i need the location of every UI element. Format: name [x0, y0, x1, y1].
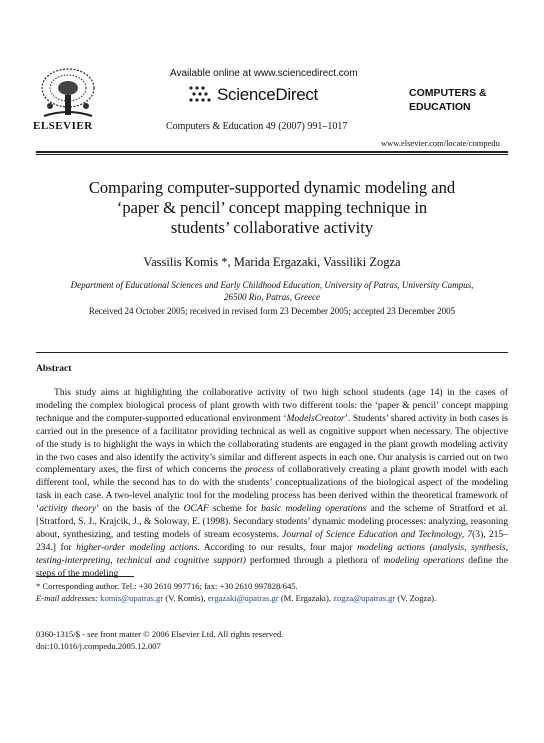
- abstract-italic-run: basic modeling operations: [261, 503, 367, 515]
- author-affiliation: [50, 279, 494, 303]
- abstract-italic-run: activity theory: [39, 503, 97, 515]
- corresponding-author-note: * Corresponding author. Tel.: +30 2610 997716; fax: +30 2610 997828/645.: [36, 581, 298, 591]
- abstract-text-run: scheme for: [208, 503, 262, 515]
- front-matter: [36, 629, 283, 652]
- elsevier-wordmark: ELSEVIER: [33, 120, 93, 132]
- sciencedirect-logo[interactable]: [187, 84, 318, 106]
- email-link-ergazaki[interactable]: ergazaki@upatras.gr: [207, 593, 279, 603]
- abstract-text-run: ’ on the basis of the: [96, 503, 184, 515]
- abstract-text-run: of collaboratively creating a plant growth model with each different tool, while the second has to do with the students’ conceptualizations of the biological aspect of the modeling task in each case. A two-level analytic tool for the modeling process has been derived within the theoretical framework of ‘: [36, 464, 508, 515]
- abstract-italic-run: modeling operations: [383, 554, 465, 566]
- email-link-komis[interactable]: komis@upatras.gr: [100, 593, 164, 603]
- article-title: [36, 178, 508, 238]
- abstract-italic-run: higher-order modeling actions: [76, 541, 198, 553]
- abstract-text-run: define the steps of the modeling: [36, 554, 508, 579]
- abstract-italic-run: process: [244, 464, 274, 476]
- sciencedirect-dots-icon: [187, 84, 213, 106]
- abstract-italic-run: modeling actions (analysis, synthesis, testing-interpreting, technical and cognitive support): [36, 541, 508, 566]
- abstract-text-run: ’. Students’ shared activity in both cases is carried out in the presence of a facilitator providing technical as well as cognitive support when necessary. The objective of the study is to highlight the ways in which the collaborating students are engaged in the plant growth modeling activity in the two cases and also identify the activity’s similar and different aspects in each one. Our analysis is carried out on two complementary axes, the first of which concerns the: [36, 412, 508, 476]
- title-line: Comparing computer-supported dynamic modeling and: [88, 178, 456, 197]
- title-line: ‘paper & pencil’ concept mapping technique in: [116, 198, 428, 217]
- sciencedirect-name: ScienceDirect: [217, 85, 318, 104]
- abstract-heading: Abstract: [36, 364, 72, 374]
- abstract-text-run: . According to our results, four major: [197, 541, 358, 553]
- email-owner: (M. Ergazaki),: [278, 593, 334, 603]
- abstract-italic-run: OCAF: [183, 503, 209, 515]
- abstract-text: [36, 387, 508, 581]
- affiliation-line: Department of Educational Sciences and Early Childhood Education, University of Patras, University Campus,: [70, 280, 474, 290]
- abstract-text-run: and the scheme of Stratford et al. [Stratford, S. J., Krajcik, J., & Soloway, E. (1998). Secondary students’ dynamic modeling processes: analyzing, reasoning about, synthesizing, and testing models of stream ecosystems.: [36, 503, 508, 540]
- section-rule: [36, 352, 508, 353]
- header-rule: [36, 151, 508, 153]
- abstract-italic-run: Journal of Science Education and Technology, 7: [282, 528, 473, 540]
- header-rule-thin: [36, 154, 508, 155]
- available-online-text[interactable]: Available online at www.sciencedirect.com: [170, 68, 358, 79]
- email-owner: (V. Komis),: [163, 593, 208, 603]
- journal-title-logo: [409, 86, 487, 114]
- email-link-zogza[interactable]: zogza@upatras.gr: [333, 593, 396, 603]
- journal-title-line: EDUCATION: [409, 101, 471, 113]
- email-label: E-mail addresses:: [36, 593, 98, 603]
- abstract-text-run: This study aims at highlighting the collaborative activity of two high school students (age 14) in the cases of modeling the complex biological process of plant growth with two different tools: the ‘paper & pencil’ concept mapping technique and the computer-supported educational environment ‘: [36, 387, 508, 424]
- email-addresses: [36, 592, 508, 604]
- author-list: Vassilis Komis *, Marida Ergazaki, Vassiliki Zogza: [143, 255, 401, 269]
- issn-copyright: 0360-1315/$ - see front matter © 2006 Elsevier Ltd. All rights reserved.: [36, 629, 284, 639]
- abstract-text-run: performed through a plethora of: [245, 554, 384, 566]
- abstract-italic-run: ModelsCreator: [286, 412, 345, 424]
- email-owner: (V. Zogza).: [395, 593, 437, 603]
- journal-url[interactable]: www.elsevier.com/locate/compedu: [381, 138, 500, 148]
- article-history-dates: Received 24 October 2005; received in revised form 23 December 2005; accepted 23 December 2005: [88, 306, 456, 316]
- affiliation-line: 26500 Rio, Patras, Greece: [224, 292, 320, 302]
- doi[interactable]: doi:10.1016/j.compedu.2005.12.007: [36, 640, 161, 651]
- abstract-text-run: (3), 215–234.] for: [36, 528, 509, 553]
- journal-reference: Computers & Education 49 (2007) 991–1017: [166, 121, 348, 132]
- title-line: students’ collaborative activity: [170, 218, 374, 237]
- footnote-rule: [36, 576, 134, 577]
- journal-title-line: COMPUTERS &: [409, 87, 487, 99]
